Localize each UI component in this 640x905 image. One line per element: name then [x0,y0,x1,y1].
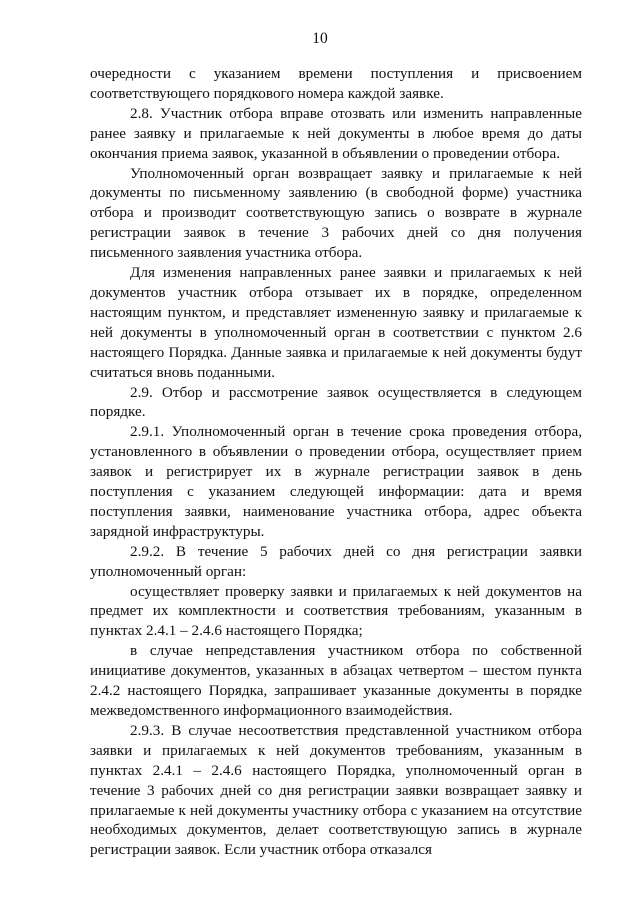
paragraph: осуществляет проверку заявки и прилагаемых к ней документов на предмет их комплектности и соответствия требованиям, указанным в пунктах 2.4.1 – 2.4.6 настоящего Порядка; [90,582,582,640]
body-text [90,64,582,860]
paragraph: 2.9.2. В течение 5 рабочих дней со дня регистрации заявки уполномоченный орган: [90,542,582,580]
paragraph: Уполномоченный орган возвращает заявку и прилагаемые к ней документы по письменному заявлению (в свободной форме) участника отбора и производит соответствующую запись о возврате в журнале регистрации заявок в течение 3 рабочих дней со дня получения письменного заявления участника отбора. [90,164,582,262]
paragraph: 2.9. Отбор и рассмотрение заявок осуществляется в следующем порядке. [90,383,582,421]
paragraph: 2.8. Участник отбора вправе отозвать или изменить направленные ранее заявку и прилагаемые к ней документы в любое время до даты окончания приема заявок, указанной в объявлении о проведении отбора. [90,104,582,162]
paragraph: 2.9.3. В случае несоответствия представленной участником отбора заявки и прилагаемых к ней документов требованиям, указанным в пунктах 2.4.1 – 2.4.6 настоящего Порядка, уполномоченный орган в течение 3 рабочих дней со дня регистрации заявки возвращает заявку и прилагаемые к ней документы участнику отбора с указанием на отсутствие необходимых документов, делает соответствующую запись в журнале регистрации заявок. Если участник отбора отказался [90,721,582,859]
paragraph: Для изменения направленных ранее заявки и прилагаемых к ней документов участник отбора отзывает их в порядке, определенном настоящим пунктом, и представляет измененную заявку и прилагаемые к ней документы в уполномоченный орган в соответствии с пунктом 2.6 настоящего Порядка. Данные заявка и прилагаемые к ней документы будут считаться вновь поданными. [90,264,582,381]
paragraph: в случае непредставления участником отбора по собственной инициативе документов, указанных в абзацах четвертом – шестом пункта 2.4.2 настоящего Порядка, запрашивает указанные документы в порядке межведомственного информационного взаимодействия. [90,642,582,719]
paragraph: очередности с указанием времени поступления и присвоением соответствующего порядкового номера каждой заявке. [90,65,582,102]
paragraph: 2.9.1. Уполномоченный орган в течение срока проведения отбора, установленного в объявлении о проведении отбора, осуществляет прием заявок и регистрирует их в журнале регистрации заявок в день поступления с указанием следующей информации: дата и время поступления заявки, наименование участника отбора, адрес объекта зарядной инфраструктуры. [90,423,582,540]
page-number: 10 [312,30,328,47]
